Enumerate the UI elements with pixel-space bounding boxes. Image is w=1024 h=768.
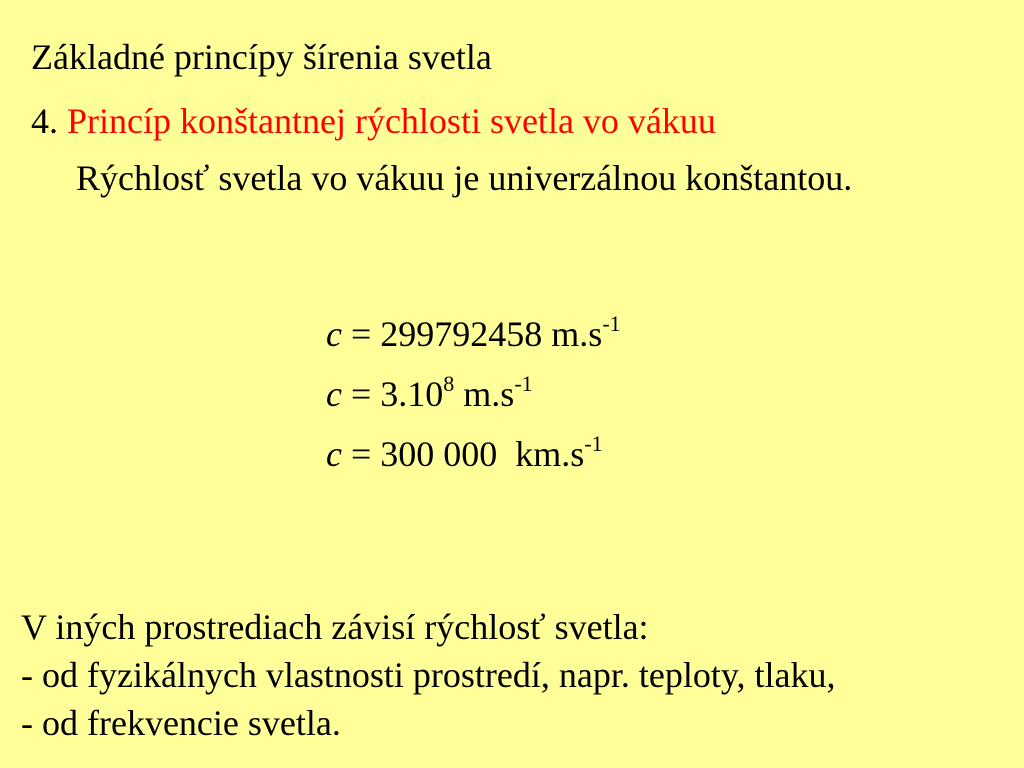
principle-heading-line bbox=[31, 97, 716, 145]
equation-scientific bbox=[326, 370, 621, 430]
equation-unit: m.s bbox=[454, 374, 515, 414]
equation-exact bbox=[326, 310, 621, 370]
equations-block bbox=[326, 310, 621, 490]
equation-equals: = bbox=[341, 374, 381, 414]
note-intro: V iných prostrediach závisí rýchlosť svetla: bbox=[21, 607, 649, 647]
principle-heading: Princíp konštantnej rýchlosti svetla vo vákuu bbox=[67, 101, 716, 141]
equation-value: 299792458 m.s bbox=[380, 314, 603, 354]
equation-equals: = bbox=[341, 314, 381, 354]
equation-variable: c bbox=[326, 434, 342, 474]
equation-variable: c bbox=[326, 374, 342, 414]
note-item-properties: - od fyzikálnych vlastnosti prostredí, napr. teploty, tlaku, bbox=[21, 655, 836, 695]
equation-variable: c bbox=[326, 314, 342, 354]
media-dependence-note bbox=[21, 603, 836, 747]
equation-unit-exponent: -1 bbox=[602, 311, 621, 336]
equation-equals: = bbox=[341, 434, 381, 474]
equation-value: 300 000 km.s bbox=[380, 434, 585, 474]
equation-value: 3.10 bbox=[380, 374, 444, 414]
principle-statement: Rýchlosť svetla vo vákuu je univerzálnou konštantou. bbox=[76, 158, 853, 198]
equation-km bbox=[326, 430, 621, 490]
note-item-frequency: - od frekvencie svetla. bbox=[21, 703, 341, 743]
slide-title: Základné princípy šírenia svetla bbox=[31, 37, 492, 77]
equation-power-exponent: 8 bbox=[443, 371, 455, 396]
equation-unit-exponent: -1 bbox=[514, 371, 533, 396]
equation-unit-exponent: -1 bbox=[584, 431, 603, 456]
principle-number: 4. bbox=[31, 101, 58, 141]
